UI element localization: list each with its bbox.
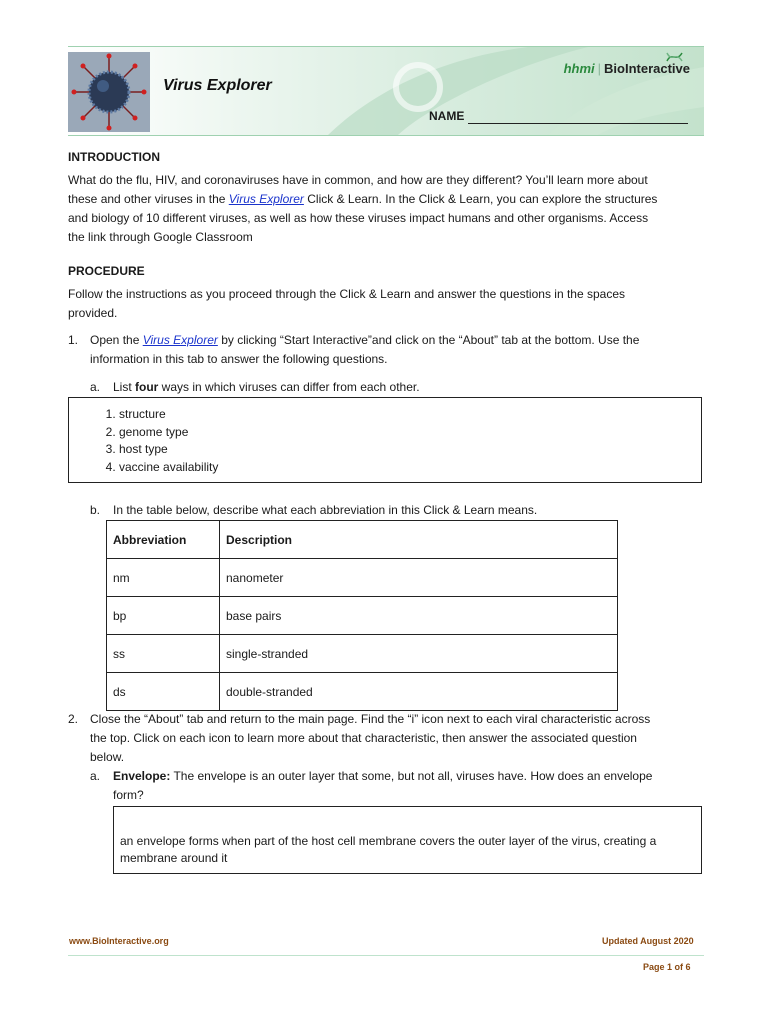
q2a-prompt — [113, 767, 708, 805]
table-cell-abbreviation: ds — [107, 673, 220, 711]
q1a-prompt — [113, 378, 420, 397]
question-2-number: 2. — [68, 712, 79, 726]
footer-updated: Updated August 2020 — [602, 936, 694, 946]
question-1-number: 1. — [68, 333, 79, 347]
intro-line-1: What do the flu, HIV, and coronaviruses have in common, and how are they different? You’ll learn more about — [68, 173, 648, 187]
q2a-text: The envelope is an outer layer that some, but not all, viruses have. How does an envelope — [170, 769, 653, 783]
introduction-paragraph — [68, 171, 708, 247]
page-title: Virus Explorer — [163, 77, 272, 94]
q1-text: Open the — [90, 333, 143, 347]
procedure-heading: PROCEDURE — [68, 264, 145, 278]
table-cell-description[interactable]: single-stranded — [220, 635, 618, 673]
table-cell-description[interactable]: double-stranded — [220, 673, 618, 711]
q1a-label: a. — [90, 380, 101, 394]
procedure-line-1: Follow the instructions as you proceed through the Click & Learn and answer the questions in the spaces — [68, 287, 625, 301]
table-row — [107, 673, 618, 711]
answer-line: membrane around it — [120, 850, 228, 865]
footer-divider — [68, 955, 704, 956]
answer-item: 2. genome type — [119, 424, 701, 442]
q1a-answer-box[interactable] — [68, 397, 702, 483]
q1b-prompt: In the table below, describe what each abbreviation in this Click & Learn means. — [113, 503, 538, 517]
table-cell-abbreviation: nm — [107, 559, 220, 597]
name-input-line[interactable] — [468, 123, 688, 124]
intro-text: these and other viruses in the — [68, 192, 229, 206]
table-header-abbreviation: Abbreviation — [107, 521, 220, 559]
brand-hhmi: hhmi — [563, 61, 595, 76]
procedure-line-2: provided. — [68, 306, 118, 320]
footer-website: www.BioInteractive.org — [69, 936, 169, 946]
q1a-text: List — [113, 380, 136, 394]
answer-item: 3. host type — [119, 441, 701, 459]
virus-explorer-link[interactable]: Virus Explorer — [142, 333, 218, 347]
question-1-text — [90, 331, 710, 369]
q1a-bold: four — [135, 380, 159, 394]
intro-line-2 — [68, 190, 708, 209]
header-banner — [68, 46, 704, 136]
virus-image — [68, 52, 150, 132]
abbreviation-table — [106, 520, 618, 711]
table-row — [107, 559, 618, 597]
q2a-line-1 — [113, 767, 708, 786]
virus-explorer-link[interactable]: Virus Explorer — [228, 192, 304, 206]
brand-logo: hhmi | BioInteractive — [563, 61, 690, 76]
answer-item: 1. structure — [119, 406, 701, 424]
introduction-heading: INTRODUCTION — [68, 150, 160, 164]
table-row — [107, 635, 618, 673]
q1-line-1 — [90, 331, 710, 350]
q2a-label: a. — [90, 769, 101, 783]
table-row — [107, 597, 618, 635]
q2-line-2: the top. Click on each icon to learn more about that characteristic, then answer the associated question — [90, 731, 637, 745]
answer-line: an envelope forms when part of the host cell membrane covers the outer layer of the virus, creating a — [120, 834, 657, 848]
footer-page-number: Page 1 of 6 — [643, 962, 691, 972]
name-label: NAME — [429, 109, 465, 123]
q2a-answer-text — [120, 833, 700, 866]
procedure-paragraph — [68, 285, 708, 323]
question-2-text — [90, 710, 710, 767]
q2a-bold: Envelope: — [113, 769, 171, 783]
q1-text: by clicking “Start Interactive”and click on the “About” tab at the bottom. Use the — [217, 333, 640, 347]
brand-name: BioInteractive — [604, 61, 690, 76]
table-header-row — [107, 521, 618, 559]
table-cell-abbreviation: bp — [107, 597, 220, 635]
q2a-answer-box[interactable] — [113, 806, 702, 874]
q1b-label: b. — [90, 503, 101, 517]
table-cell-abbreviation: ss — [107, 635, 220, 673]
answer-item: 4. vaccine availability — [119, 459, 701, 477]
intro-text: Click & Learn. In the Click & Learn, you can explore the structures — [303, 192, 658, 206]
table-header-description: Description — [220, 521, 618, 559]
table-cell-description[interactable]: base pairs — [220, 597, 618, 635]
q1a-answer-list — [69, 406, 701, 476]
q1a-text: ways in which viruses can differ from each other. — [158, 380, 420, 394]
intro-line-3: and biology of 10 different viruses, as well as how these viruses impact humans and other organisms. Access — [68, 211, 649, 225]
intro-line-4: the link through Google Classroom — [68, 230, 253, 244]
q1-line-2: information in this tab to answer the following questions. — [90, 352, 388, 366]
q2-line-1: Close the “About” tab and return to the main page. Find the “i” icon next to each viral characteristic across — [90, 712, 651, 726]
q2a-line-2: form? — [113, 788, 144, 802]
table-cell-description[interactable]: nanometer — [220, 559, 618, 597]
q2-line-3: below. — [90, 750, 125, 764]
